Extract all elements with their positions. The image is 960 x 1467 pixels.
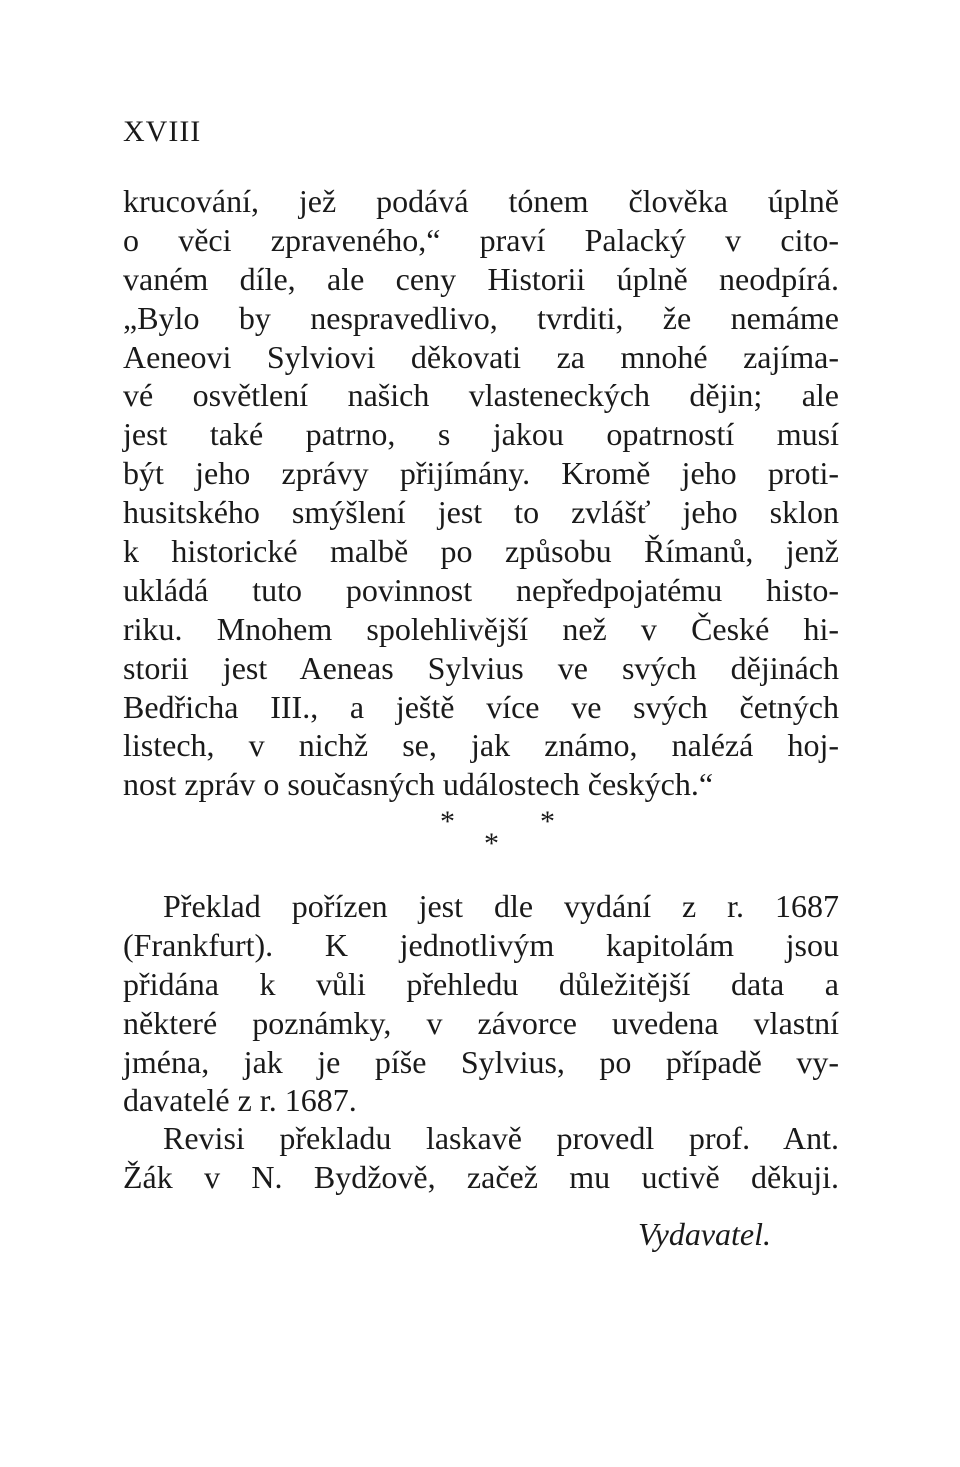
paragraph-acknowledgement (123, 1119, 839, 1197)
text-line: husitského smýšlení jest to zvlášť jeho sklon (123, 494, 839, 531)
text-line: jest také patrno, s jakou opatrností musí (123, 416, 839, 453)
asterisk: * (484, 827, 499, 860)
text-line: ukládá tuto povinnost nepředpojatému histo- (123, 571, 839, 608)
text-line: krucování, jež podává tónem člověka úplně (123, 183, 839, 219)
text-line: Aeneovi Sylviovi děkovati za mnohé zajíma- (123, 338, 839, 375)
text-line: storii jest Aeneas Sylvius ve svých dějinách (123, 649, 839, 686)
paragraph-translation-note (123, 887, 839, 1120)
text-line: Překlad pořízen jest dle vydání z r. 1687 (163, 888, 839, 924)
text-line: být jeho zprávy přijímány. Kromě jeho proti- (123, 455, 839, 492)
text-line: vaném díle, ale ceny Historii úplně neodpírá. (123, 260, 839, 297)
text-line: vé osvětlení našich vlasteneckých dějin; ale (123, 377, 839, 414)
asterisk: * (540, 805, 555, 838)
text-line: riku. Mnohem spolehlivější než v České hi- (123, 610, 839, 647)
text-line: (Frankfurt). K jednotlivým kapitolám jsou (123, 926, 839, 963)
signature: Vydavatel. (638, 1216, 771, 1252)
text-line: Revisi překladu laskavě provedl prof. Ant. (163, 1120, 839, 1156)
text-line: některé poznámky, v závorce uvedena vlastní (123, 1004, 839, 1041)
text-line: Bedřicha III., a ještě více ve svých četných (123, 688, 839, 725)
text-line: davatelé z r. 1687. (123, 1082, 357, 1119)
text-line: „Bylo by nespravedlivo, tvrditi, že nemáme (123, 299, 839, 336)
text-line: k historické malbě po způsobu Římanů, jenž (123, 533, 839, 570)
asterisk: * (440, 805, 455, 838)
text-line: Žák v N. Bydžově, začež mu uctivě děkuji. (123, 1158, 839, 1195)
text-line: o věci zpraveného,“ praví Palacký v cito- (123, 221, 839, 258)
paragraph-quote (123, 182, 839, 804)
text-line: jména, jak je píše Sylvius, po případě vy- (123, 1043, 839, 1080)
page-number: XVIII (123, 115, 202, 148)
text-line: přidána k vůli přehledu důležitější data a (123, 965, 839, 1002)
section-separator (440, 805, 570, 860)
text-line: nost zpráv o současných událostech českých.“ (123, 766, 714, 803)
text-line: listech, v nichž se, jak známo, nalézá hoj- (123, 727, 839, 764)
